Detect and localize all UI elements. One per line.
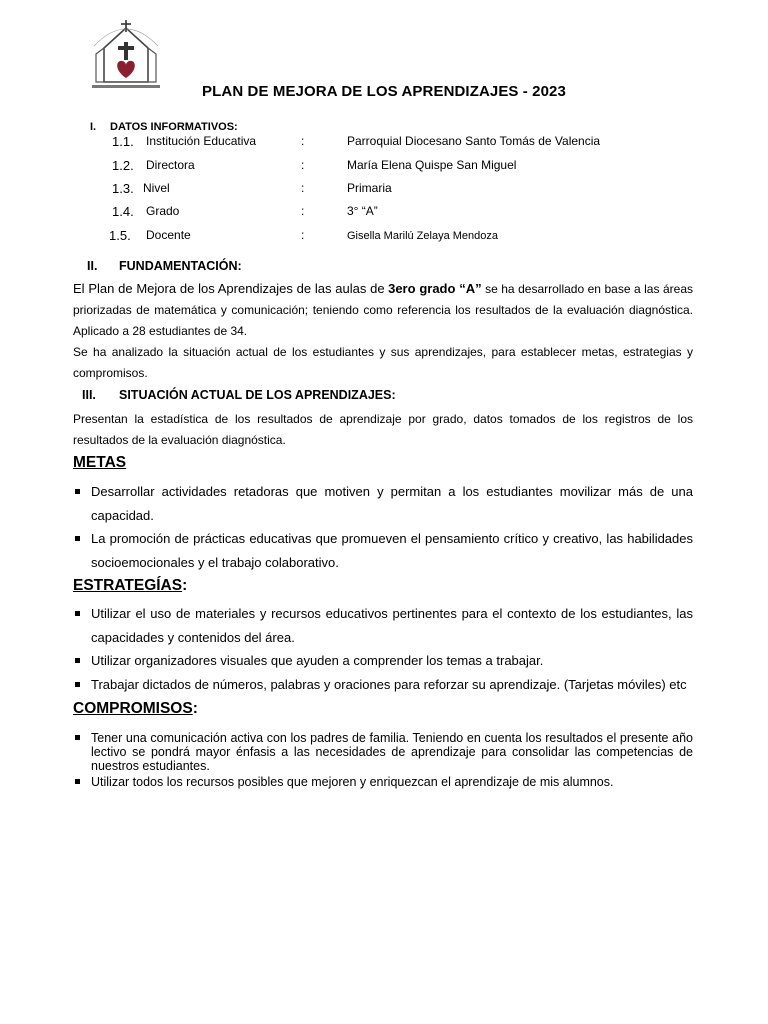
document-title: PLAN DE MEJORA DE LOS APRENDIZAJES - 2023 <box>202 83 566 100</box>
compromisos-heading: COMPROMISOS: <box>73 700 198 717</box>
section-1-number: I. <box>90 121 97 133</box>
compromisos-list <box>73 731 693 789</box>
metas-heading: METAS <box>73 454 127 471</box>
info-row: 1.2. Directora : María Elena Quispe San Miguel <box>112 158 517 173</box>
info-row: 1.1. Institución Educativa : Parroquial Diocesano Santo Tomás de Valencia <box>112 134 601 149</box>
fundamentacion-paragraph-2: Se ha analizado la situación actual de los estudiantes y sus aprendizajes, para establecer metas, estrategias y compromisos. <box>73 345 693 380</box>
section-2-title: FUNDAMENTACIÓN: <box>119 259 242 273</box>
situacion-paragraph: Presentan la estadística de los resultados de aprendizaje por grado, datos tomados de los registros de los resultados de la evaluación diagnóstica. <box>73 412 693 447</box>
metas-list <box>73 480 693 574</box>
estrategias-list <box>73 602 693 696</box>
list-item: Desarrollar actividades retadoras que motiven y permitan a los estudiantes movilizar más de una capacidad. <box>73 480 693 527</box>
list-item: La promoción de prácticas educativas que promueven el pensamiento crítico y creativo, las habilidades socioemocionales y el trabajo colaborativo. <box>73 527 693 574</box>
list-item: Tener una comunicación activa con los padres de familia. Teniendo en cuenta los resultados el presente año lectivo se pondrá mayor énfasis a las necesidades de aprendizaje para consolidar las competencias de nuestros estudiantes. <box>73 731 693 773</box>
list-item: Utilizar todos los recursos posibles que mejoren y enriquezcan el aprendizaje de mis alumnos. <box>73 775 693 789</box>
fundamentacion-paragraph-1: El Plan de Mejora de los Aprendizajes de las aulas de 3ero grado “A” se ha desarrollado en base a las áreas priorizadas de matemática y comunicación; teniendo como referencia los resultados de la evaluación diagnóstica. Aplicado a 28 estudiantes de 34. <box>73 281 693 338</box>
list-item: Trabajar dictados de números, palabras y oraciones para reforzar su aprendizaje. (Tarjetas móviles) etc <box>73 673 693 697</box>
section-3-title: SITUACIÓN ACTUAL DE LOS APRENDIZAJES: <box>119 388 396 402</box>
list-item: Utilizar el uso de materiales y recursos educativos pertinentes para el contexto de los estudiantes, las capacidades y contenidos del área. <box>73 602 693 649</box>
list-item: Utilizar organizadores visuales que ayuden a comprender los temas a trabajar. <box>73 649 693 673</box>
info-row: 1.4. Grado : 3° “A” <box>112 204 378 219</box>
estrategias-heading: ESTRATEGÍAS: <box>73 577 188 594</box>
section-3-number: III. <box>82 388 96 402</box>
info-row: 1.3. Nivel : Primaria <box>112 181 392 196</box>
section-1-title: DATOS INFORMATIVOS: <box>110 121 238 133</box>
info-row: 1.5. Docente : Gisella Marilú Zelaya Mendoza <box>109 228 499 243</box>
section-2-number: II. <box>87 259 98 273</box>
